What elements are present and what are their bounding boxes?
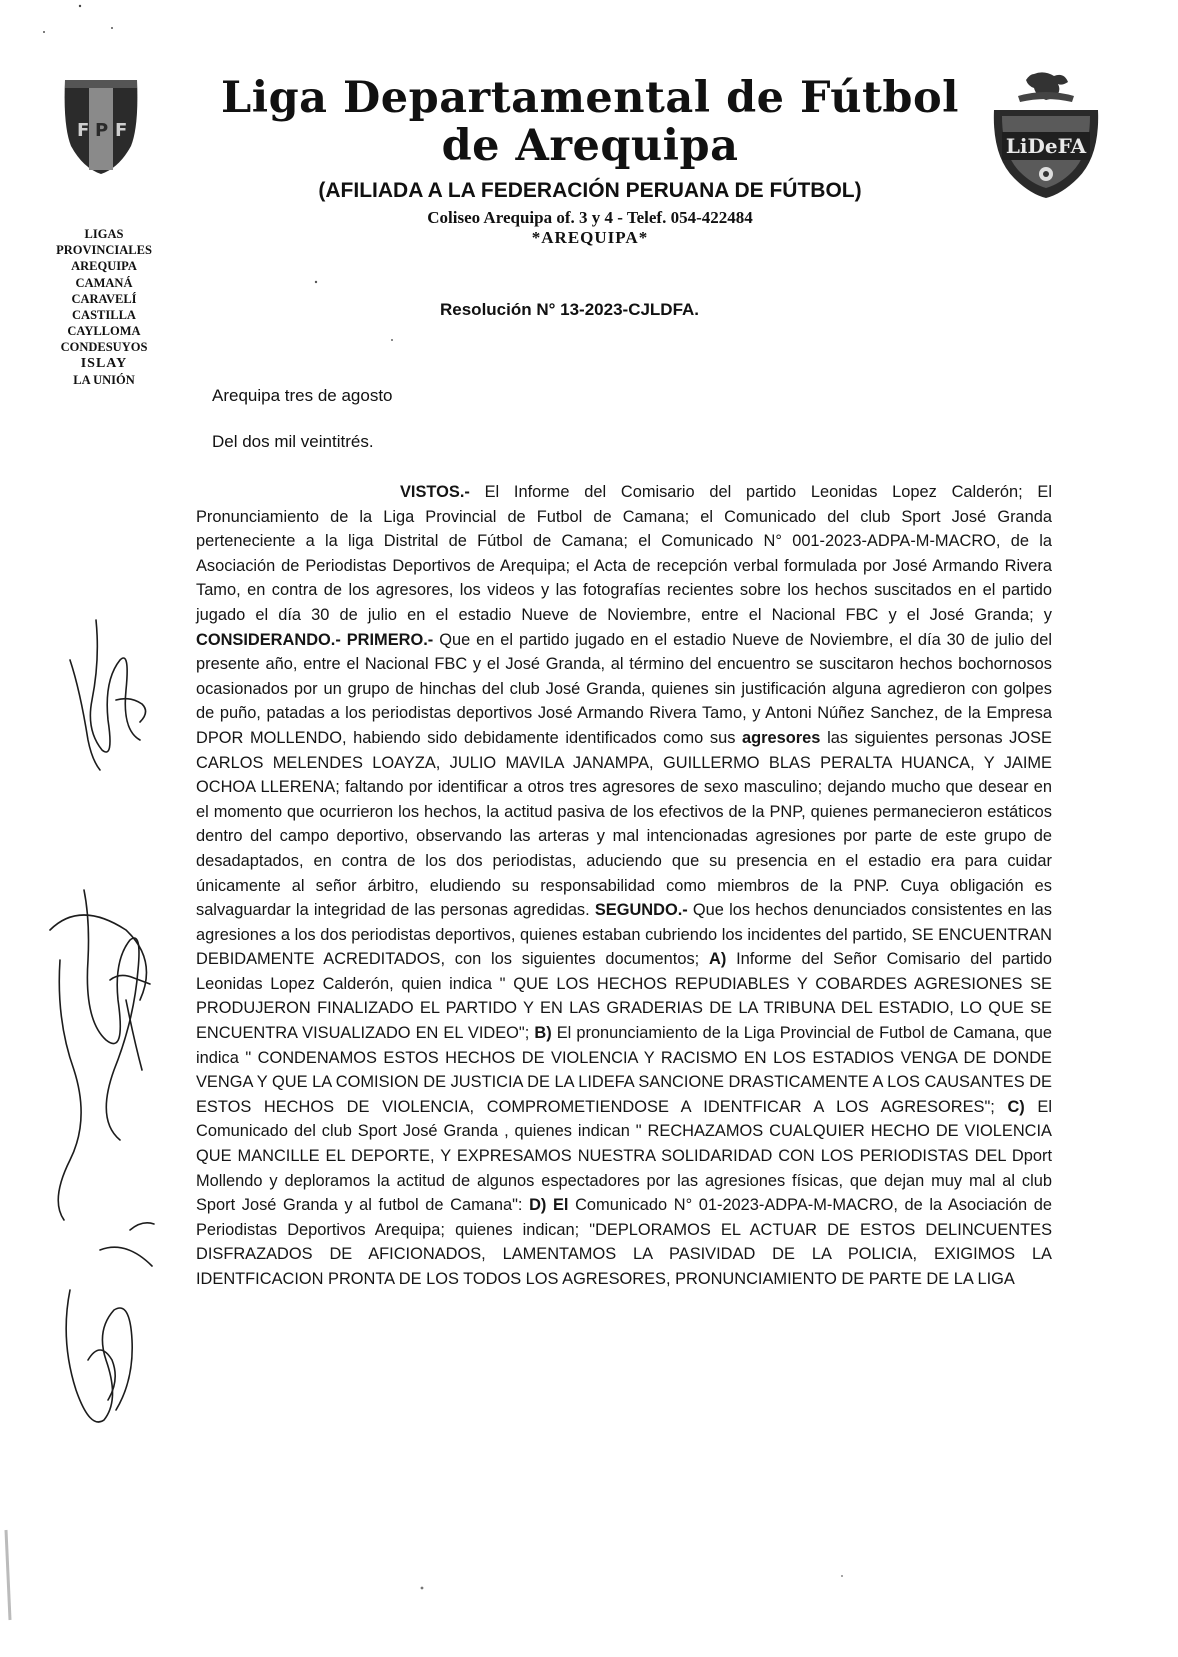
affiliation-subtitle: (AFILIADA A LA FEDERACIÓN PERUANA DE FÚTBOL) xyxy=(318,179,862,202)
resolution-number: Resolución N° 13-2023-CJLDFA. xyxy=(440,300,700,319)
considerando-label: CONSIDERANDO.- PRIMERO.- xyxy=(196,630,434,649)
svg-text:P: P xyxy=(95,120,109,141)
agresores-label: agresores xyxy=(742,728,821,747)
league-item: AREQUIPA xyxy=(71,259,137,274)
league-title: Liga Departamental de Fútbol de Arequipa xyxy=(221,73,959,171)
provincial-leagues-list xyxy=(52,226,156,388)
item-b-text: El pronunciamiento de la Liga Provincial de Futbol de Camana, que indica " CONDENAMOS ESTOS HECHOS DE VIOLENCIA Y RACISMO EN LOS ESTADIOS VENGA DE DONDE VENGA Y QUE LA COMISION DE JUSTICIA DE LA LIDEFA SANCIONE DRASTICAMENTE A LOS CAUSANTES DE ESTOS HECHOS DE VIOLENCIA, COMPROMETIENDOSE A IDENTFICAR A LOS AGRESORES"; xyxy=(196,1024,1052,1116)
primero-text-2: las siguientes personas JOSE CARLOS MELENDES LOAYZA, JULIO MAVILA JANAMPA, GUILLERMO BLAS PERALTA HUANCA, Y JAIME OCHOA LLERENA; faltando por identificar a otros tres agresores de sexo masculino; dejando mucho que desear en el momento que ocurrieron los hechos, la actitud pasiva de los efectivos de la PNP, quienes permanecieron estáticos dentro del campo deportivo, observando las arteras y mal intencionadas agresiones por parte de este grupo de desadaptados, en contra de los dos periodistas, aduciendo que su presencia en el estadio era para cuidar únicamente al señor árbitro, eludiendo su responsabilidad como miembros de la PNP. Cuya obligación es salvaguardar la integridad de las personas agredidas. xyxy=(196,728,1052,920)
fpf-logo-text: F xyxy=(77,120,90,141)
city-line: *AREQUIPA* xyxy=(531,228,649,247)
date-line-2: Del dos mil veintitrés. xyxy=(212,432,374,451)
date-line-1: Arequipa tres de agosto xyxy=(212,386,393,405)
letterhead xyxy=(200,74,980,248)
item-d-label: D) El xyxy=(529,1196,569,1215)
league-item: ISLAY xyxy=(80,355,128,371)
svg-text:F: F xyxy=(115,120,128,141)
segundo-text: Que los hechos denunciados consistentes en las agresiones a los dos periodistas deportivos, quienes estaban cubriendo los incidentes del partido, SE ENCUENTRAN DEBIDAMENTE ACREDITADOS, con los siguientes documentos; xyxy=(196,901,1052,969)
segundo-label: SEGUNDO.- xyxy=(594,901,688,920)
league-item: CASTILLA xyxy=(72,308,136,323)
league-item: CAYLLOMA xyxy=(67,324,141,339)
league-item: CONDESUYOS xyxy=(60,340,148,355)
item-a-label: A) xyxy=(709,950,727,969)
league-item: LA UNIÓN xyxy=(73,372,135,387)
fpf-logo xyxy=(57,76,145,176)
item-a-text: Informe del Señor Comisario del partido Leonidas Lopez Calderón, quien indica " QUE LOS HECHOS REPUDIABLES Y COBARDES AGRESIONES SE PRODUJERON FINALIZADO EL PARTIDO Y EN LAS GRADERIAS DE LA TRIBUNA DEL ESTADIO, LO QUE SE ENCUENTRA VISUALIZADO EN EL VIDEO"; xyxy=(196,950,1052,1043)
lidefa-logo xyxy=(988,70,1104,200)
leagues-heading-1: LIGAS xyxy=(84,227,124,241)
address-line: Coliseo Arequipa of. 3 y 4 - Telef. 054-422484 xyxy=(427,208,753,227)
resolution-body xyxy=(196,480,1052,1292)
primero-text-1: Que en el partido jugado en el estadio Nueve de Noviembre, el día 30 de julio del presente año, entre el Nacional FBC y el José Granda, al término del encuentro se suscitaron hechos bochornosos ocasionados por un grupo de hinchas del club José Granda, quienes sin justificación alguna agredieron con golpes de puño, patadas a los periodistas deportivos José Armando Rivera Tamo, y Antoni Núñez Sanchez, de la Empresa DPOR MOLLENDO, habiendo sido debidamente identificados como sus xyxy=(196,630,1052,747)
item-c-text: El Comunicado del club Sport José Granda , quienes indican " RECHAZAMOS CUALQUIER HECHO DE VIOLENCIA QUE MANCILLE EL DEPORTE, Y EXPRESAMOS NUESTRA SOLIDARIDAD CON LOS PERIODISTAS DEL Dport Mollendo y deploramos la actitud de algunos espectadores por las agresiones físicas, que dejan muy mal al club Sport José Granda y al futbol de Camana": xyxy=(196,1097,1052,1215)
item-c-label: C) xyxy=(1007,1097,1025,1116)
league-item: CARAVELÍ xyxy=(71,291,137,306)
vistos-text: El Informe del Comisario del partido Leonidas Lopez Calderón; El Pronunciamiento de la Liga Provincial de Futbol de Camana; el Comunicado del club Sport José Granda perteneciente a la liga Distrital de Fútbol de Camana; el Comunicado N° 001-2023-ADPA-M-MACRO, de la Asociación de Periodistas Deportivos de Arequipa; el Acta de recepción verbal formulada por José Armando Rivera Tamo, en contra de los agresores, los videos y las fotografías recientes sobre los hechos suscitados en el partido jugado el día 30 de julio en el estadio Nueve de Noviembre, entre el Nacional FBC y el José Granda; y xyxy=(196,483,1052,624)
item-d-text: Comunicado N° 01-2023-ADPA-M-MACRO, de la Asociación de Periodistas Deportivos Arequipa; quienes indican; "DEPLORAMOS EL ACTUAR DE ESTOS DELINCUENTES DISFRAZADOS DE AFICIONADOS, LAMENTAMOS LA PASIVIDAD DE LA POLICIA, EXIGIMOS LA IDENTFICACION PRONTA DE LOS TODOS LOS AGRESORES, PRONUNCIAMIENTO DE PARTE DE LA LIGA xyxy=(196,1196,1052,1288)
vistos-label: VISTOS.- xyxy=(400,483,470,501)
margin-signatures xyxy=(30,600,180,1520)
lidefa-logo-text: LiDeFA xyxy=(1005,134,1087,158)
league-item: CAMANÁ xyxy=(75,275,133,290)
leagues-heading-2: PROVINCIALES xyxy=(56,243,152,258)
item-b-label: B) xyxy=(534,1024,552,1043)
